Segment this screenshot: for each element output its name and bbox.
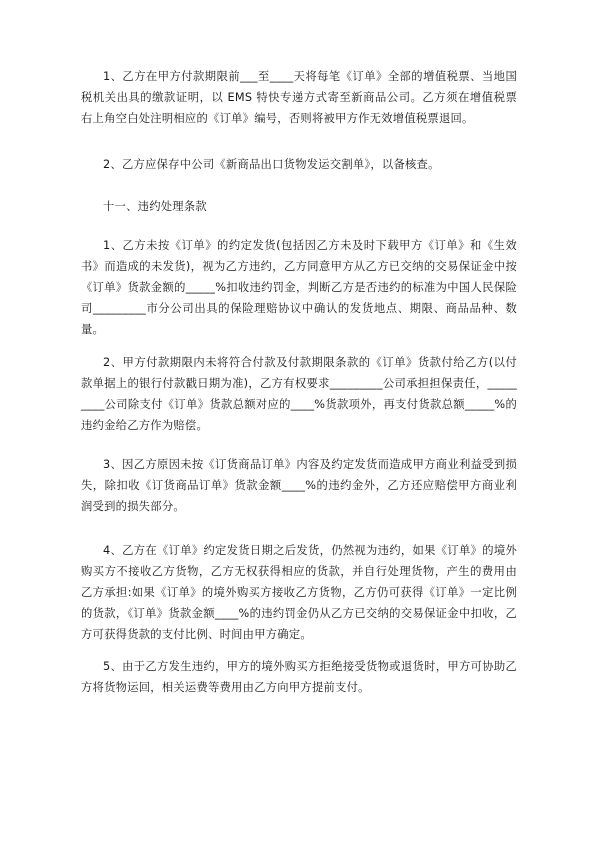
paragraph-breach-clause-5: 5、由于乙方发生违约，甲方的境外购买方拒绝接受货物或退货时，甲方可协助乙方将货物运回，相关运费等费用由乙方向甲方提前支付。 — [81, 660, 517, 694]
paragraph-breach-clause-3: 3、因乙方原因未按《订货商品订单》内容及约定发货而造成甲方商业利益受到损失，除扣收《订货商品订单》货款金额____%的违约金外，乙方还应赔偿甲方商业利润受到的损失部分。 — [81, 458, 517, 513]
paragraph-breach-clause-4: 4、乙方在《订单》约定发货日期之后发货，仍然视为违约，如果《订单》的境外购买方不接收乙方货物，乙方无权获得相应的货款，并自行处理货物，产生的费用由乙方承担:如果《订单》的境外购买方接收乙方货物，乙方仍可获得《订单》一定比例的货款，《订单》货款金额____%的违约罚金仍从乙方已交纳的交易保证金中扣收，乙方可获得货款的支付比例、时间由甲方确定。 — [81, 544, 517, 641]
paragraph-invoice-clause: 1、乙方在甲方付款期限前___至____天将每笔《订单》全部的增值税票、当地国税机关出具的缴款证明，以 EMS 特快专递方式寄至新商品公司。乙方须在增值税票右上角空白处注明相应的《订单》编号，否则将被甲方作无效增值税票退回。 — [81, 70, 517, 125]
paragraph-delivery-record-clause: 2、乙方应保存中公司《新商品出口货物发运交割单》，以备核查。 — [103, 158, 440, 171]
paragraph-breach-clause-1: 1、乙方未按《订单》的约定发货(包括因乙方未及时下载甲方《订单》和《生效书》而造成的未发货)，视为乙方违约，乙方同意甲方从乙方已交纳的交易保证金中按《订单》货款金额的_____%扣收违约罚金，判断乙方是否违约的标准为中国人民保险司_________市分公司出具的保险理赔协议中确认的发货地点、期限、商品品种、数量。 — [81, 239, 517, 336]
section-heading-breach: 十一、违约处理条款 — [103, 200, 207, 213]
paragraph-breach-clause-2: 2、甲方付款期限内未将符合付款及付款期限条款的《订单》货款付给乙方(以付款单据上的银行付款戳日期为准)，乙方有权要求_________公司承担担保责任，_________公司除支付《订单》货款总额对应的____%货款项外，再支付货款总额_____%的违约金给乙方作为赔偿。 — [81, 356, 517, 432]
